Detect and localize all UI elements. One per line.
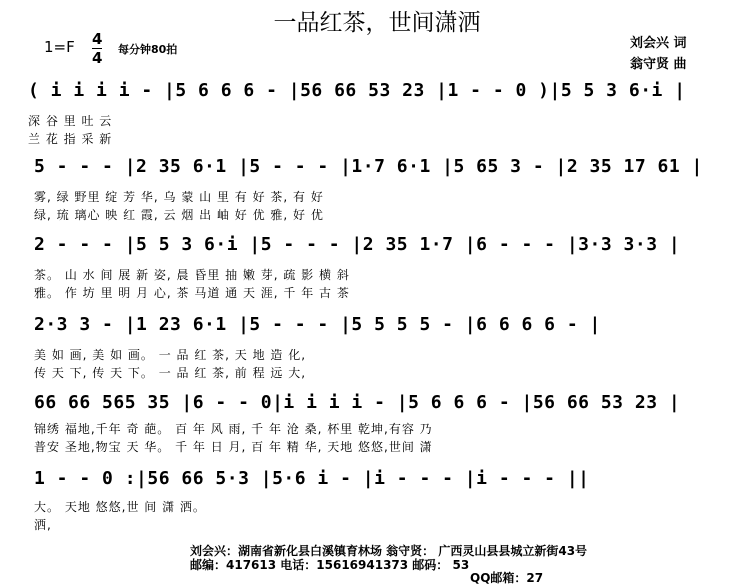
footer-contact: 邮编：417613 电话：15616941373 邮码： 53 bbox=[190, 558, 470, 572]
notation-line-6: 1 - - 0 :|56 66 5·3 |5·6 i - |i - - - |i - - - || bbox=[34, 468, 590, 489]
lyrics-line-2-verse-2: 绿, 琉 璃心 映 红 霞, 云 烟 出 岫 好 优 雅, 好 优 bbox=[34, 208, 324, 222]
notation-line-3: 2 - - - |5 5 3 6·i |5 - - - |2 35 1·7 |6 - - - |3·3 3·3 | bbox=[34, 234, 681, 255]
notation-line-1: ( i i i i - |5 6 6 6 - |56 66 53 23 |1 - - 0 )|5 5 3 6·i | bbox=[28, 80, 686, 101]
lyrics-line-5-verse-2: 普安 圣地,物宝 天 华。 千 年 日 月, 百 年 精 华, 天地 悠悠,世间 潇 bbox=[34, 440, 433, 454]
composer-credit: 翁守贤 曲 bbox=[630, 57, 687, 72]
lyrics-line-4-verse-1: 美 如 画, 美 如 画。 一 品 红 茶, 天 地 造 化, bbox=[34, 348, 307, 362]
notation-line-5: 66 66 565 35 |6 - - 0|i i i i - |5 6 6 6 - |56 66 53 23 | bbox=[34, 392, 681, 413]
lyrics-line-4-verse-2: 传 天 下, 传 天 下。 一 品 红 茶, 前 程 远 大, bbox=[34, 366, 307, 380]
notation-line-2: 5 - - - |2 35 6·1 |5 - - - |1·7 6·1 |5 65 3 - |2 35 17 61 | bbox=[34, 156, 703, 177]
key-signature: 1=F bbox=[44, 38, 75, 56]
lyrics-line-3-verse-2: 雅。 作 坊 里 明 月 心, 茶 马道 通 天 涯, 千 年 古 茶 bbox=[34, 286, 350, 300]
footer-addresses: 刘会兴：湖南省新化县白溪镇育林场 翁守贤： 广西灵山县县城立新街43号 bbox=[190, 544, 588, 558]
lyrics-line-3-verse-1: 茶。 山 水 间 展 新 姿, 晨 昏里 抽 嫩 芽, 疏 影 横 斜 bbox=[34, 268, 350, 282]
lyrics-line-2-verse-1: 雾, 绿 野里 绽 芳 华, 乌 蒙 山 里 有 好 茶, 有 好 bbox=[34, 190, 324, 204]
footer-qq: QQ邮箱：27 bbox=[470, 571, 544, 585]
lyrics-line-6-verse-1: 大。 天地 悠悠,世 间 潇 洒。 bbox=[34, 500, 206, 514]
lyrics-line-5-verse-1: 锦绣 福地,千年 奇 葩。 百 年 风 雨, 千 年 沧 桑, 杯里 乾坤,有容 乃 bbox=[34, 422, 433, 436]
tempo-marking: 每分钟80拍 bbox=[118, 43, 178, 56]
lyrics-line-1-verse-1: 深 谷 里 吐 云 bbox=[28, 114, 113, 128]
lyricist-credit: 刘会兴 词 bbox=[630, 36, 687, 51]
lyrics-line-1-verse-2: 兰 花 指 采 新 bbox=[28, 132, 113, 146]
meter-top: 4 bbox=[92, 30, 103, 48]
lyrics-line-6-verse-2: 洒, bbox=[34, 518, 52, 532]
time-signature bbox=[92, 30, 102, 67]
meter-bottom: 4 bbox=[92, 49, 103, 67]
notation-line-4: 2·3 3 - |1 23 6·1 |5 - - - |5 5 5 5 - |6 6 6 6 - | bbox=[34, 314, 601, 335]
song-title: 一品红茶，世间潇洒 bbox=[273, 10, 481, 36]
